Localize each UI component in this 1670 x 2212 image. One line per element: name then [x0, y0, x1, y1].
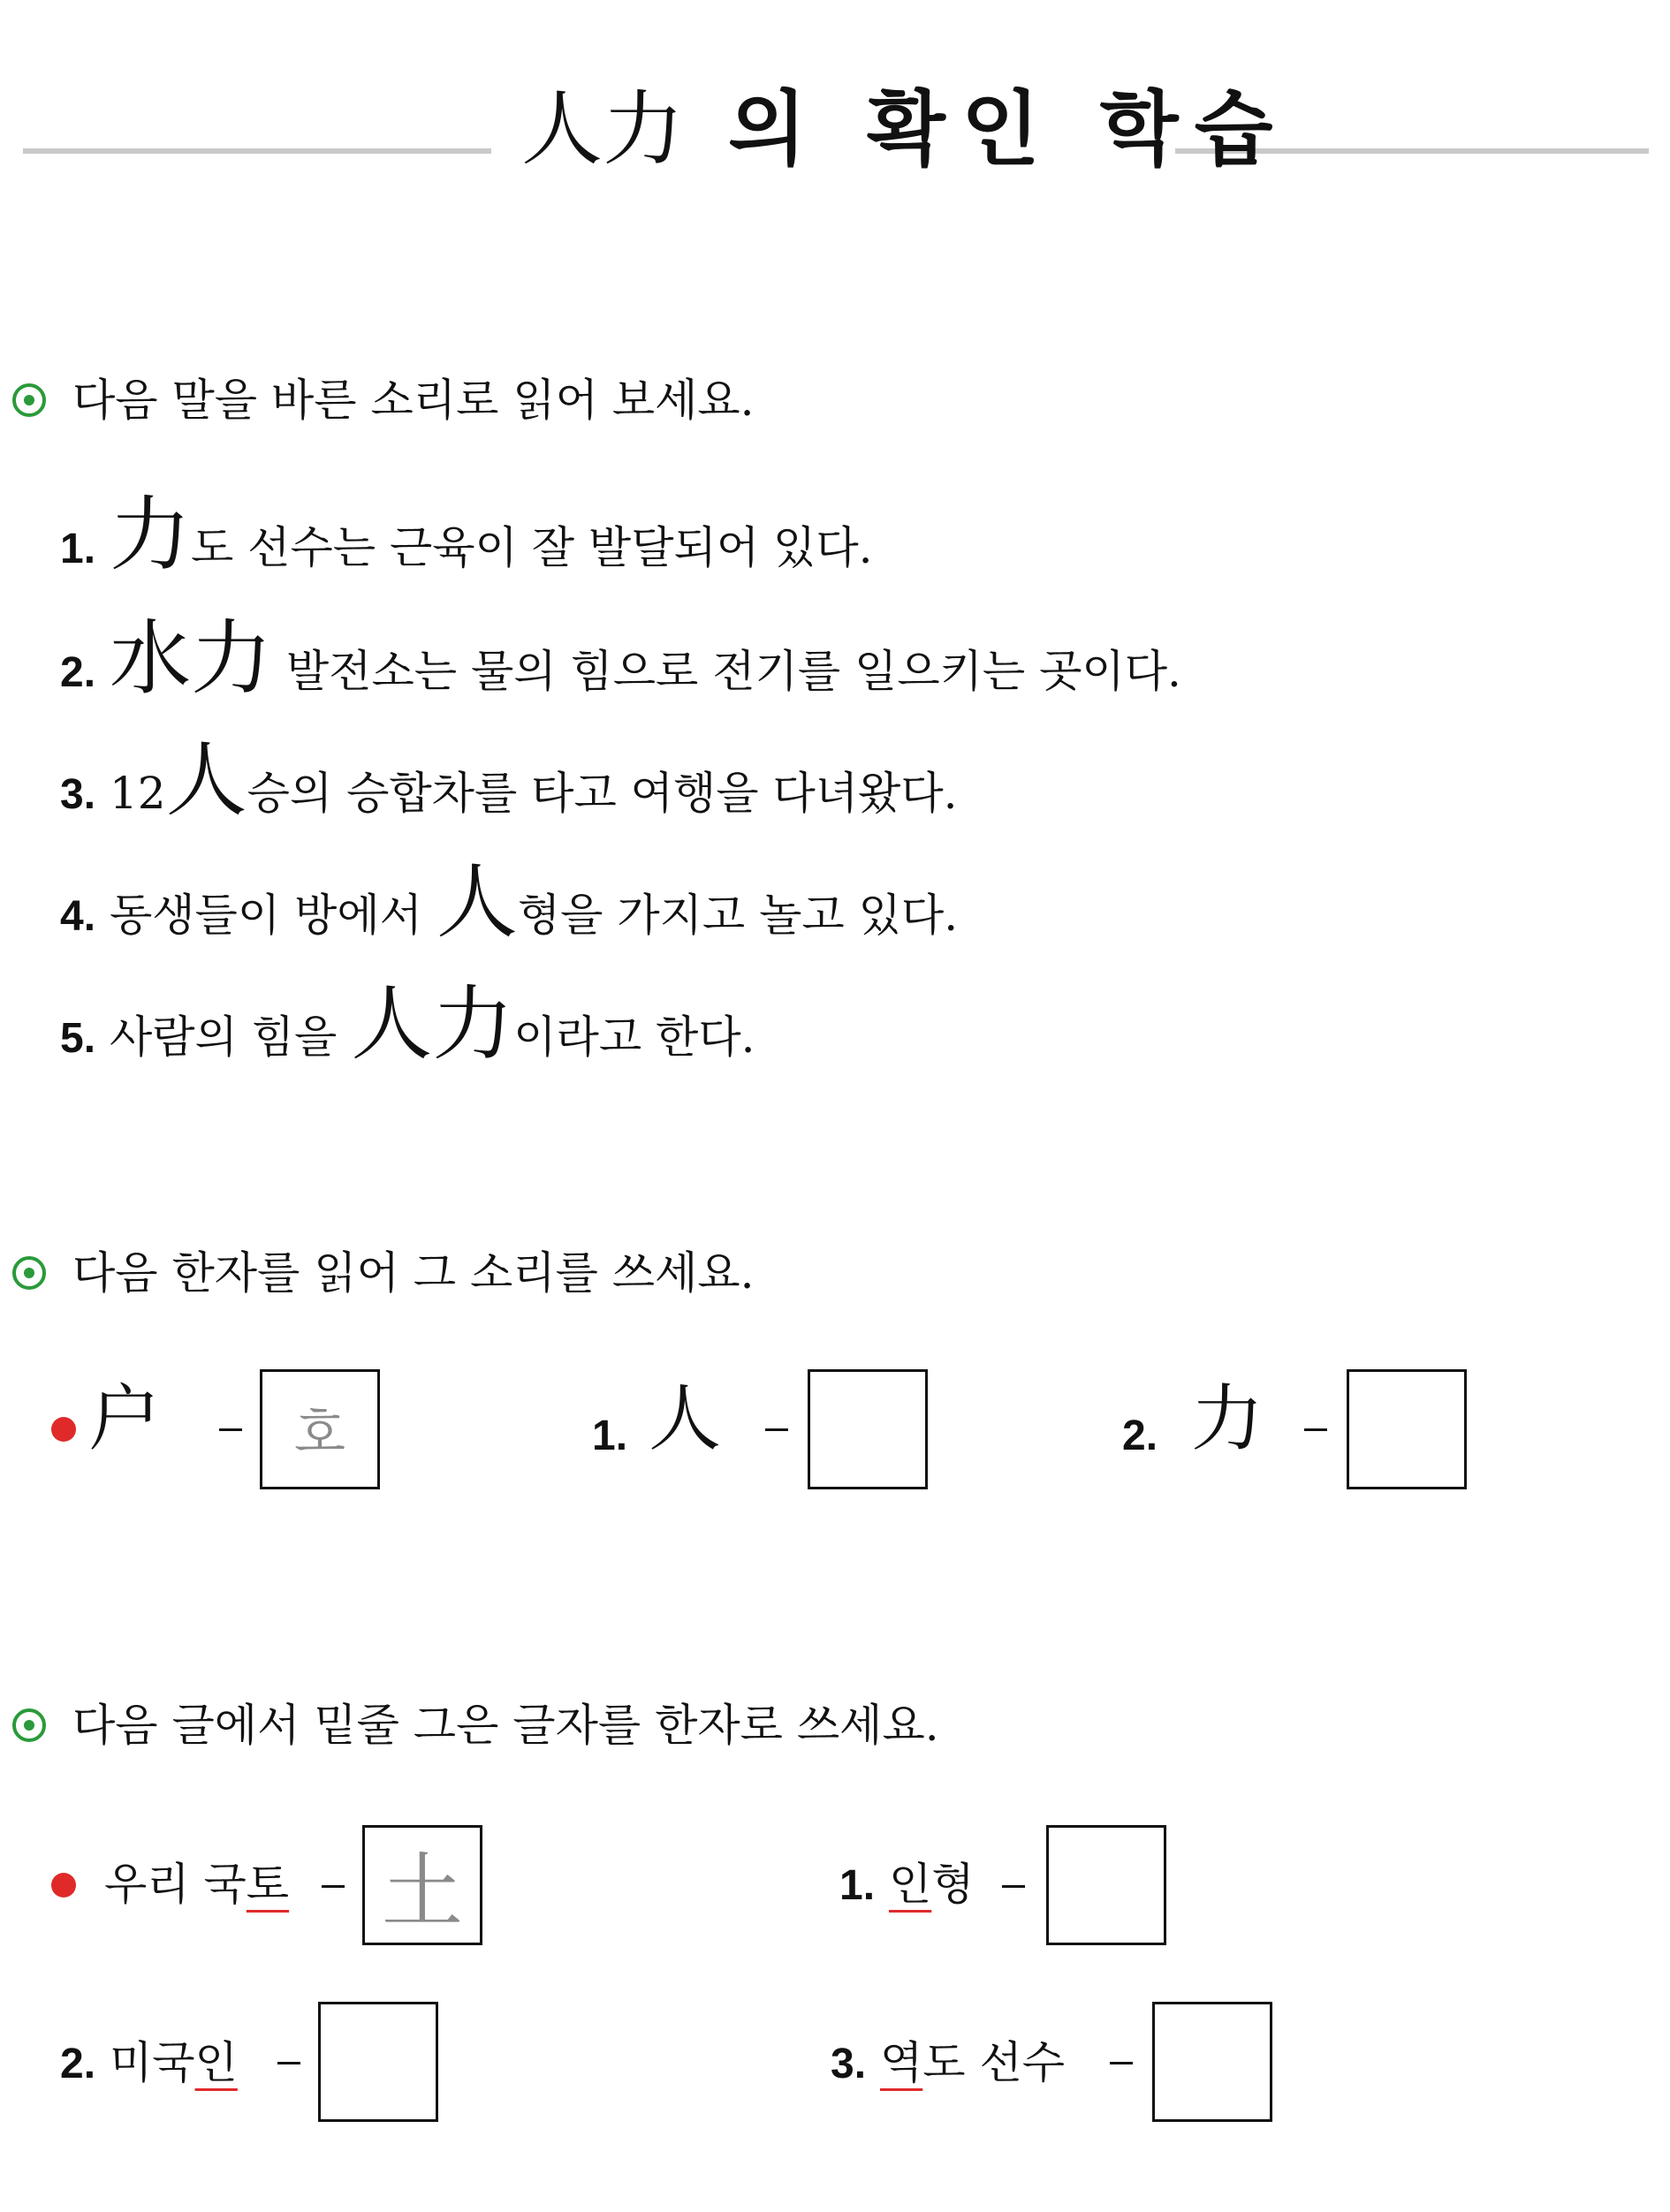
- section1-item-4: 4. 동생들이 방에서 人형을 가지고 놀고 있다.: [60, 855, 959, 950]
- section2-instruction: 다음 한자를 읽어 그 소리를 쓰세요.: [72, 1247, 755, 1299]
- section1-instruction: 다음 말을 바른 소리로 읽어 보세요.: [72, 375, 755, 426]
- example-dot: [51, 1417, 76, 1442]
- title-text: 의 확인 학습: [728, 81, 1289, 177]
- item-hanja: 人: [165, 733, 247, 828]
- section2-bullet-icon: [12, 1256, 46, 1290]
- section3-example-dash: [322, 1885, 345, 1888]
- section3-bullet-icon: [12, 1708, 46, 1742]
- section3-item-3-dash: [1110, 2062, 1133, 2064]
- section3-item-1-dash: [1002, 1885, 1025, 1888]
- section3-item-2-answer-box[interactable]: [318, 2002, 438, 2122]
- section3-item-3-answer-box[interactable]: [1152, 2002, 1272, 2122]
- section3-item-1-answer-box[interactable]: [1046, 1825, 1166, 1945]
- section2-item-2-dash: [1304, 1428, 1327, 1431]
- page-title: [521, 81, 1289, 177]
- section2-item-1-dash: [765, 1428, 788, 1431]
- section3-item-3: 3. 역도 선수: [831, 2037, 1066, 2088]
- section2-item-1-answer-box[interactable]: [808, 1369, 928, 1489]
- example-hanja: 户: [88, 1377, 162, 1461]
- item-hanja: 人: [436, 855, 518, 950]
- example-dash: [219, 1428, 242, 1431]
- example-answer-box: 호: [260, 1369, 380, 1489]
- section2-item-1-num: 1.: [592, 1413, 628, 1459]
- title-hanja: 人力: [521, 82, 685, 177]
- section3-item-2: 2. 미국인: [60, 2037, 238, 2088]
- section2-item-2-hanja: 力: [1191, 1377, 1264, 1461]
- section1-bullet-icon: [12, 383, 46, 417]
- section2-item-2-num: 2.: [1122, 1413, 1158, 1459]
- section1-item-3: 3. 12人승의 승합차를 타고 여행을 다녀왔다.: [60, 733, 958, 828]
- section1-item-5: 5. 사람의 힘을 人力이라고 한다.: [60, 977, 755, 1072]
- section3-instruction: 다음 글에서 밑줄 그은 글자를 한자로 쓰세요.: [72, 1700, 939, 1751]
- item-hanja: 人力: [351, 977, 514, 1072]
- section1-item-1: 1. 力도 선수는 근육이 잘 발달되어 있다.: [60, 488, 873, 582]
- title-rule-left: [23, 148, 491, 154]
- example-dot: [51, 1873, 76, 1898]
- section3-item-1: 1. 인형: [839, 1859, 975, 1910]
- section2-item-1-hanja: 人: [649, 1377, 722, 1461]
- section2-item-2-answer-box[interactable]: [1347, 1369, 1467, 1489]
- section3-example-text: 우리 국토: [104, 1859, 290, 1910]
- section1-item-2: 2. 水力 발전소는 물의 힘으로 전기를 일으키는 곳이다.: [60, 611, 1181, 706]
- item-hanja: 水力: [109, 611, 272, 706]
- section3-item-2-dash: [277, 2062, 300, 2064]
- section3-example-answer-box: 土: [362, 1825, 482, 1945]
- item-hanja: 力: [109, 488, 191, 582]
